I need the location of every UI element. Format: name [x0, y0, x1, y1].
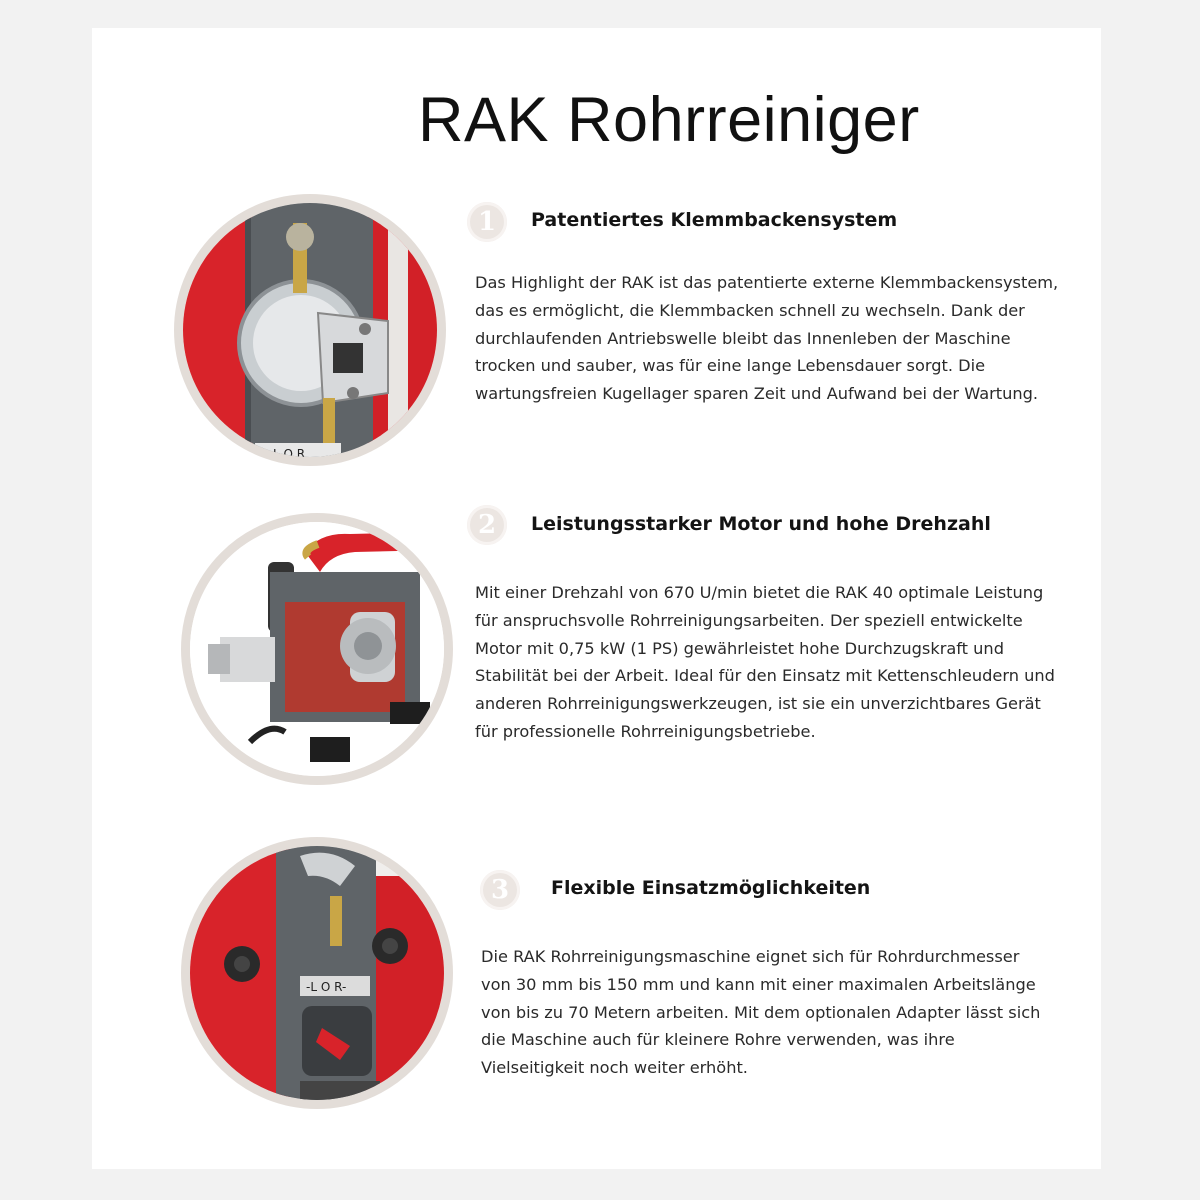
switch-photo: [181, 837, 453, 1109]
section-text-1: Das Highlight der RAK ist das patentierte externe Klemmbackensystem, das es ermöglicht, die Klemmbacken schnell zu wechseln. Dank der durchlaufenden Antriebswelle bleibt das Innenleben der Maschine trocken und sauber, was für eine lange Lebensdauer sorgt. Die wartungsfreien Kugellager sparen Zeit und Aufwand bei der Wartung.: [475, 273, 1059, 404]
page-title: RAK Rohrreiniger: [418, 85, 920, 155]
step-number-1: 1: [467, 202, 507, 242]
section-text-2: Mit einer Drehzahl von 670 U/min bietet die RAK 40 optimale Leistung für anspruchsvolle Rohrreinigungsarbeiten. Der speziell entwickelte Motor mit 0,75 kW (1 PS) gewährleistet hohe Durchzugskraft und Stabilität bei der Arbeit. Ideal für den Einsatz mit Kettenschleudern und anderen Rohrreinigungswerkzeugen, ist sie ein unverzichtbares Gerät für professionelle Rohrreinigungsbetriebe.: [475, 583, 1055, 741]
section-heading-2: Leistungsstarker Motor und hohe Drehzahl: [531, 513, 991, 535]
section-text-3: Die RAK Rohrreinigungsmaschine eignet sich für Rohrdurchmesser von 30 mm bis 150 mm und kann mit einer maximalen Arbeitslänge von bis zu 70 Metern arbeiten. Mit dem optionalen Adapter lässt sich die Maschine auch für kleinere Rohre verwenden, was ihre Vielseitigkeit noch weiter erhöht.: [481, 947, 1041, 1078]
section-heading-1: Patentiertes Klemmbackensystem: [531, 209, 898, 231]
step-number-2: 2: [467, 505, 507, 545]
photo-label: -L O R-: [306, 980, 347, 994]
step-number-3: 3: [480, 870, 520, 910]
section-heading-3: Flexible Einsatzmöglichkeiten: [551, 877, 871, 899]
photo-label: L O R: [273, 447, 306, 457]
motor-photo: [181, 513, 453, 785]
clamp-jaw-photo: [174, 194, 446, 466]
